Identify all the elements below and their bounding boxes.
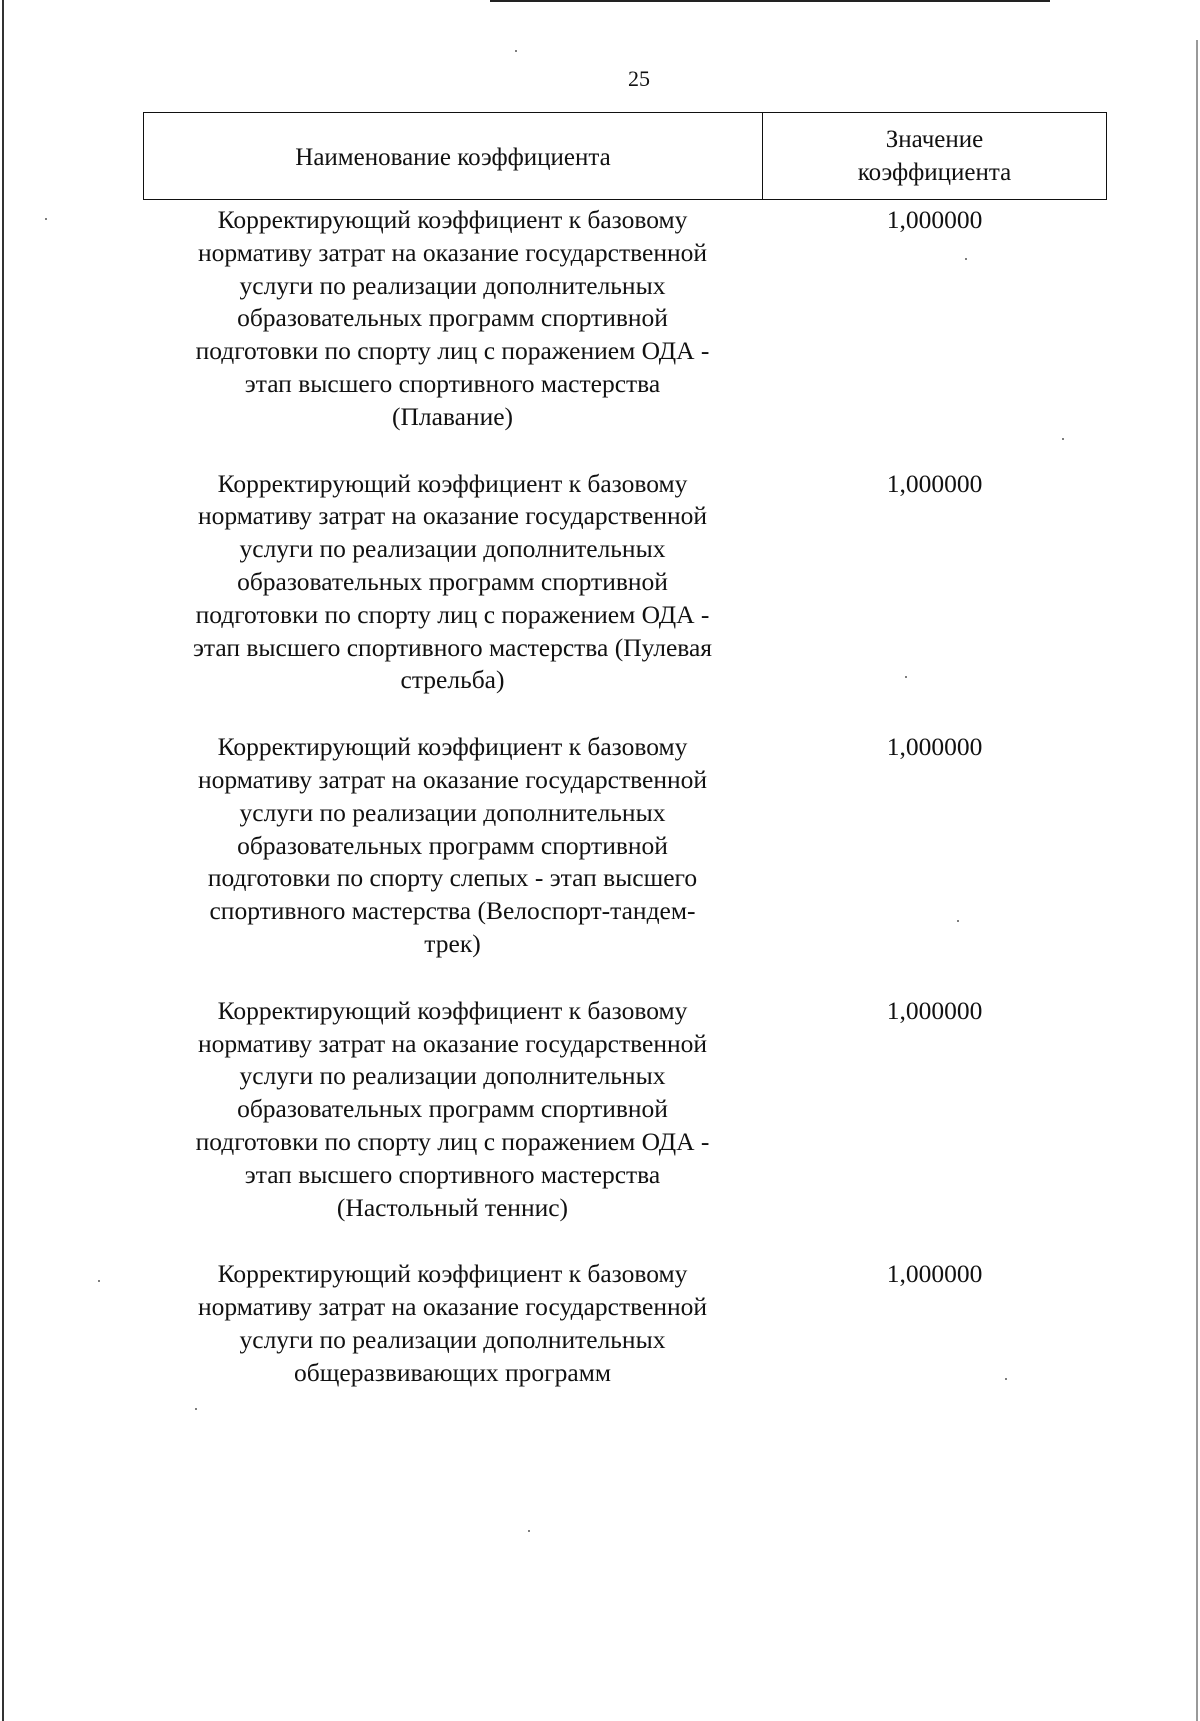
table-header [143, 112, 1107, 200]
scan-edge-right [1196, 40, 1198, 1721]
coefficient-value: 1,000000 [886, 732, 983, 762]
table-row [143, 731, 1107, 961]
table-row [143, 1258, 1107, 1389]
header-coefficient-value: Значение коэффициента [857, 126, 1012, 186]
scan-edge-left [2, 0, 4, 1721]
scan-speck [45, 218, 47, 220]
coefficient-value: 1,000000 [886, 468, 983, 498]
table-body [143, 204, 1107, 1424]
scan-edge-top [490, 0, 1050, 2]
coefficient-name: Корректирующий коэффициент к базовому нормативу затрат на оказание государственной услуги по реализации дополнительных образовательных программ спортивной подготовки по спорту лиц с поражением ОДА - этап высшего спортивного мастерства (Настольный теннис) [195, 995, 710, 1222]
table-row [143, 204, 1107, 434]
coefficient-name: Корректирующий коэффициент к базовому нормативу затрат на оказание государственной услуги по реализации дополнительных образовательных программ спортивной подготовки по спорту лиц с поражением ОДА - этап высшего спортивного мастерства (Плавание) [195, 205, 710, 431]
coefficient-name: Корректирующий коэффициент к базовому нормативу затрат на оказание государственной услуги по реализации дополнительных образовательных программ спортивной подготовки по спорту слепых - этап высшего спортивного мастерства (Велоспорт-тандем- трек) [197, 732, 708, 958]
header-coefficient-name: Наименование коэффициента [144, 113, 763, 199]
coefficient-name: Корректирующий коэффициент к базовому нормативу затрат на оказание государственной услуги по реализации дополнительных образовательных программ спортивной подготовки по спорту лиц с поражением ОДА - этап высшего спортивного мастерства (Пулевая стрельба) [192, 468, 713, 695]
table-row [143, 468, 1107, 698]
page-number: 25 [628, 66, 650, 91]
coefficient-value: 1,000000 [886, 1259, 983, 1289]
table-row [143, 995, 1107, 1225]
scan-speck [98, 1280, 100, 1282]
coefficient-value: 1,000000 [886, 205, 983, 234]
coefficient-value: 1,000000 [886, 995, 983, 1025]
scan-speck [528, 1530, 530, 1532]
coefficient-name: Корректирующий коэффициент к базовому нормативу затрат на оказание государственной услуги по реализации дополнительных общеразвивающих программ [197, 1259, 708, 1387]
scan-speck [515, 50, 517, 52]
